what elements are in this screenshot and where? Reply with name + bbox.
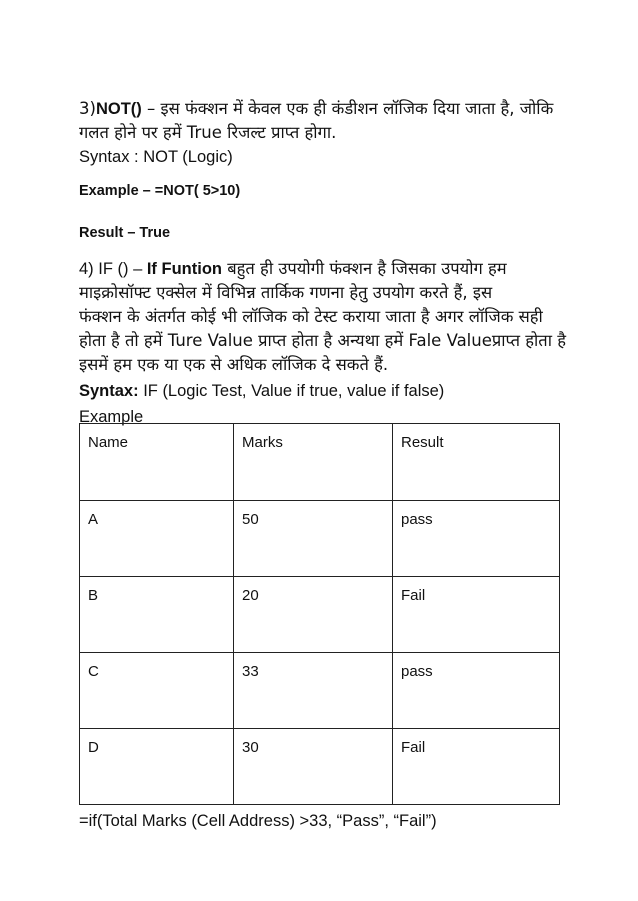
table-row: [80, 501, 560, 577]
cell-marks: 50: [234, 501, 393, 577]
if-syntax: [79, 379, 561, 403]
if-syntax-text: IF (Logic Test, Value if true, value if false): [138, 382, 445, 400]
cell-name: D: [80, 729, 234, 805]
if-heading-line: [79, 257, 561, 281]
not-description-1: – इस फंक्शन में केवल एक ही कंडीशन लॉजिक दिया जाता है, जोकि: [141, 99, 554, 118]
if-description-2: माइक्रोसॉफ्ट एक्सेल में विभिन्न तार्किक गणना हेतु उपयोग करते हैं, इस: [79, 283, 493, 302]
not-prefix: 3): [79, 99, 96, 118]
if-prefix: 4) IF () –: [79, 260, 147, 278]
table-row: [80, 729, 560, 805]
header-name: Name: [80, 424, 234, 501]
table-row: [80, 577, 560, 653]
if-description-4: होता है तो हमें Ture Value प्राप्त होता है अन्यथा हमें Fale Valueप्राप्त होता है: [79, 331, 566, 350]
cell-result: pass: [393, 501, 560, 577]
cell-name: A: [80, 501, 234, 577]
cell-result: Fail: [393, 577, 560, 653]
cell-name: B: [80, 577, 234, 653]
not-syntax: Syntax : NOT (Logic): [79, 148, 233, 166]
table-header-row: [80, 424, 560, 501]
not-description-2: गलत होने पर हमें True रिजल्ट प्राप्त होगा.: [79, 123, 337, 142]
cell-marks: 30: [234, 729, 393, 805]
if-syntax-label: Syntax:: [79, 382, 139, 400]
not-example: Example – =NOT( 5>10): [79, 183, 241, 199]
header-marks: Marks: [234, 424, 393, 501]
cell-result: pass: [393, 653, 560, 729]
if-formula: =if(Total Marks (Cell Address) >33, “Pass”, “Fail”): [79, 812, 437, 830]
if-description-5: इसमें हम एक या एक से अधिक लॉजिक दे सकते हैं.: [79, 355, 389, 374]
not-function-name: NOT(): [95, 100, 142, 118]
cell-marks: 33: [234, 653, 393, 729]
if-example-label: Example: [79, 408, 144, 426]
if-description-1: बहुत ही उपयोगी फंक्शन है जिसका उपयोग हम: [221, 259, 507, 278]
cell-result: Fail: [393, 729, 560, 805]
header-result: Result: [393, 424, 560, 501]
cell-name: C: [80, 653, 234, 729]
marks-table: [79, 423, 560, 805]
not-result: Result – True: [79, 225, 171, 241]
if-function-name: If Funtion: [146, 260, 222, 278]
if-description-3: फंक्शन के अंतर्गत कोई भी लॉजिक को टेस्ट कराया जाता है अगर लॉजिक सही: [79, 307, 543, 326]
not-heading-line: [79, 97, 561, 121]
table-row: [80, 653, 560, 729]
cell-marks: 20: [234, 577, 393, 653]
